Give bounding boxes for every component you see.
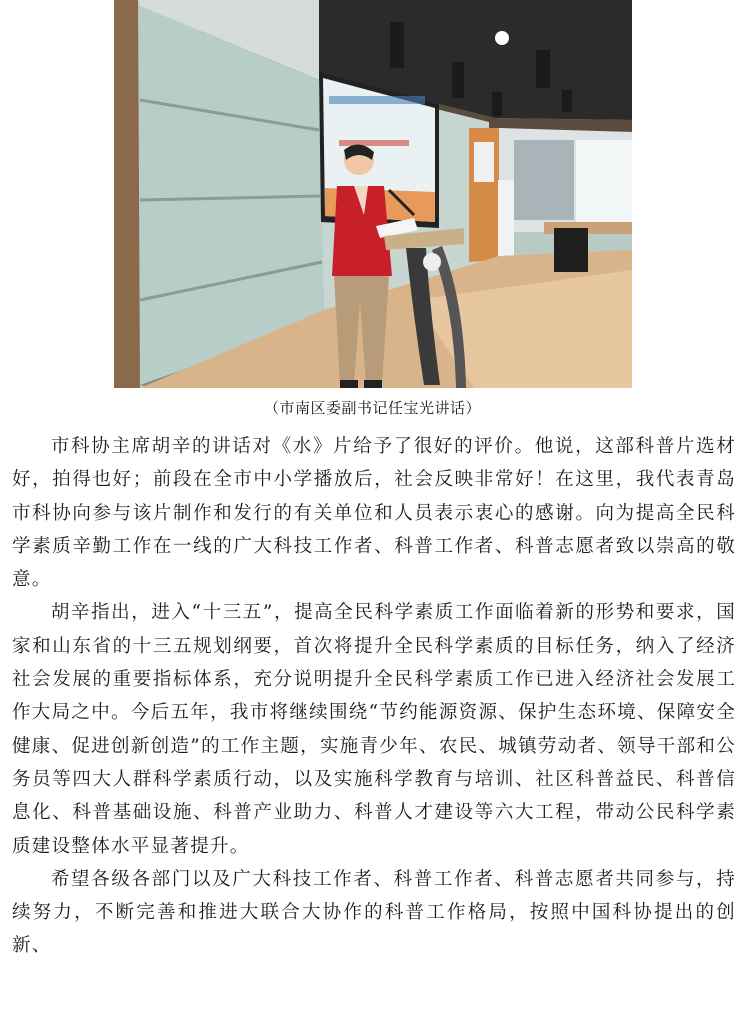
- paragraph-1: 市科协主席胡辛的讲话对《水》片给予了很好的评价。他说，这部科普片选材好，拍得也好；前段在全市中小学播放后，社会反映非常好！在这里，我代表青岛市科协向参与该片制作和发行的有关单位和人员表示衷心的感谢。向为提高全民科学素质辛勤工作在一线的广大科技工作者、科普工作者、科普志愿者致以崇高的敬意。: [12, 436, 736, 591]
- paragraph-3: 希望各级各部门以及广大科技工作者、科普工作者、科普志愿者共同参与，持续努力，不断完善和推进大联合大协作的科普工作格局，按照中国科协提出的创新、: [12, 868, 736, 957]
- paragraph-2: 胡辛指出，进入“十三五”，提高全民科学素质工作面临着新的形势和要求，国家和山东省的十三五规划纲要，首次将提升全民科学素质的目标任务，纳入了经济社会发展的重要指标体系，充分说明提升全民科学素质工作已进入经济社会发展工作大局之中。今后五年，我市将继续围绕“节约能源资源、保护生态环境、保障安全健康、促进创新创造”的工作主题，实施青少年、农民、城镇劳动者、领导干部和公务员等四大人群科学素质行动，以及实施科学教育与培训、社区科普益民、科普信息化、科普基础设施、科普产业助力、科普人才建设等六大工程，带动公民科学素质建设整体水平显著提升。: [12, 602, 736, 857]
- event-photo: [114, 0, 632, 388]
- speaker-at-podium-image: [114, 0, 632, 388]
- photo-caption: （市南区委副书记任宝光讲话）: [263, 399, 481, 417]
- article-body: [12, 430, 736, 963]
